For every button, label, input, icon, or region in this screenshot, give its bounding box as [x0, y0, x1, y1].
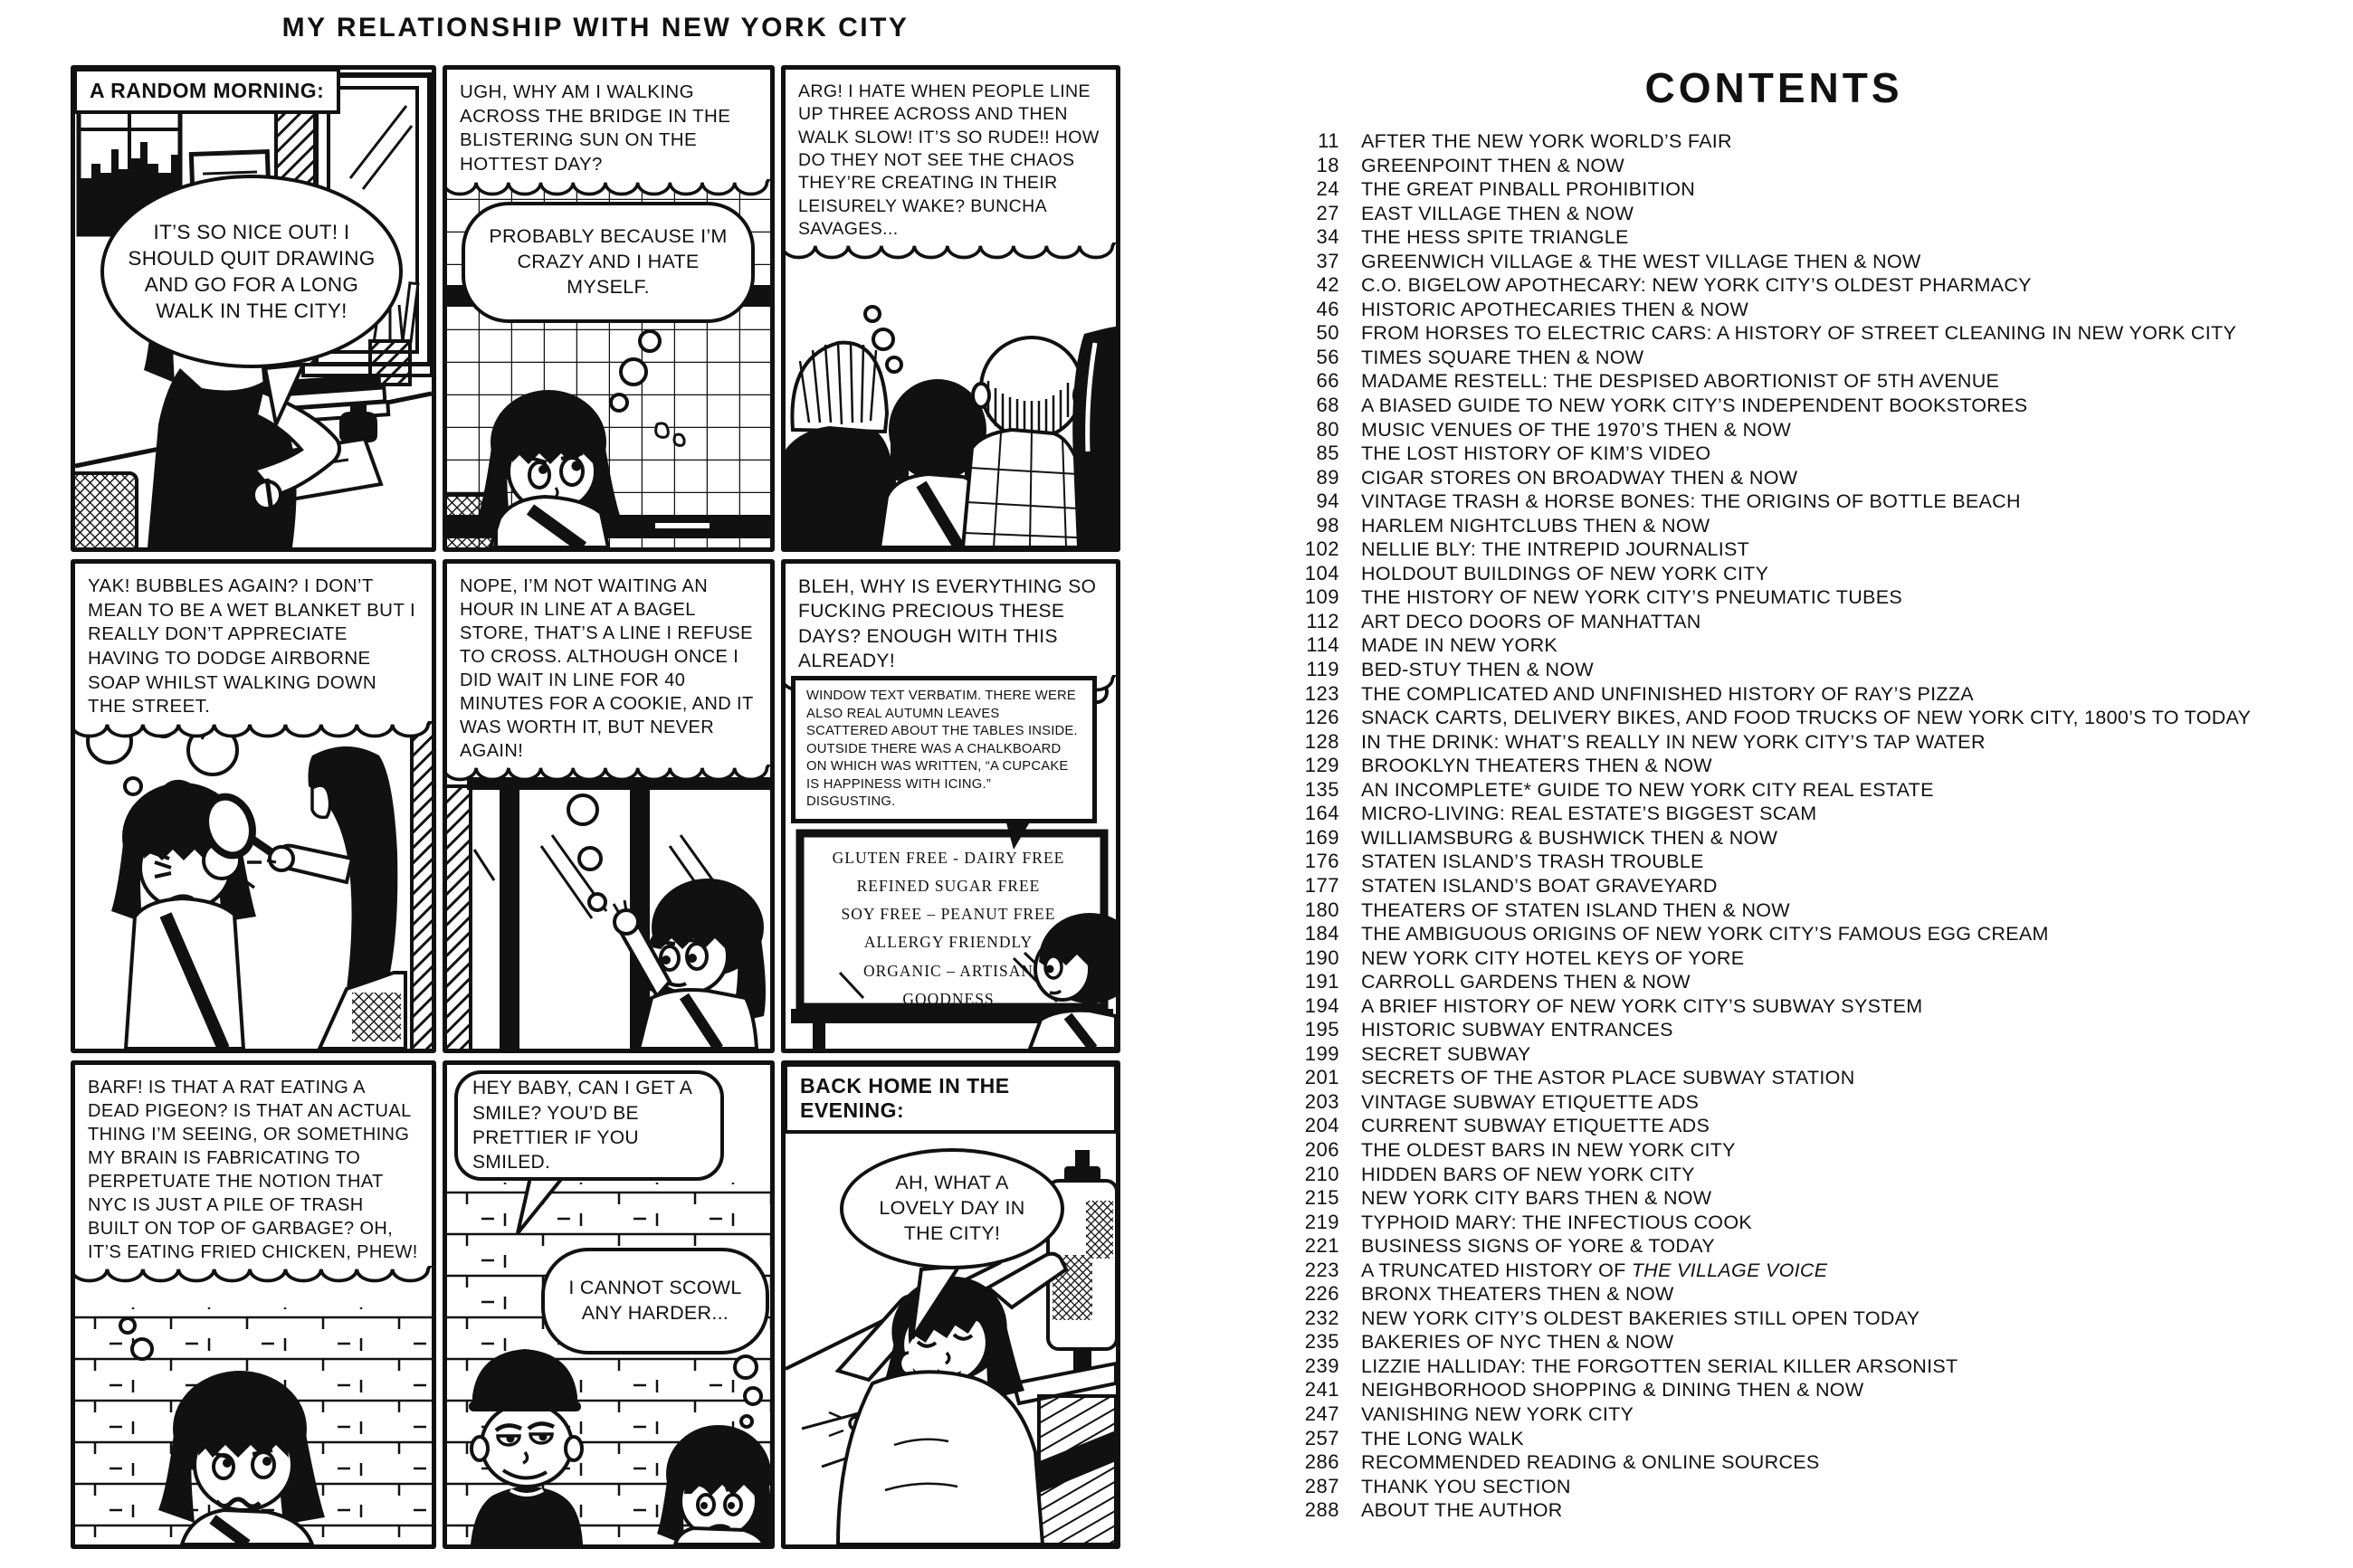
toc-title: SNACK CARTS, DELIVERY BIKES, AND FOOD TRUCKS OF NEW YORK CITY, 1800’S TO TODAY — [1361, 707, 2252, 729]
panel-9-speech-bubble: AH, WHAT A LOVELY DAY IN THE CITY! — [840, 1148, 1064, 1269]
toc-title: BUSINESS SIGNS OF YORE & TODAY — [1361, 1235, 1715, 1258]
toc-title: HISTORIC SUBWAY ENTRANCES — [1361, 1019, 1673, 1041]
comic-panel-8 — [443, 1060, 775, 1549]
panel-8-thought-bubble: I CANNOT SCOWL ANY HARDER... — [541, 1248, 769, 1354]
toc-page-number: 287 — [1304, 1474, 1339, 1497]
toc-row — [1267, 1163, 2308, 1187]
toc-page-number: 109 — [1304, 585, 1339, 609]
toc-title: THE LONG WALK — [1361, 1427, 1524, 1449]
contents-title: CONTENTS — [1644, 64, 1903, 111]
panel-9-caption: BACK HOME IN THE EVENING: — [784, 1063, 1118, 1134]
toc-page-number: 180 — [1304, 898, 1339, 921]
toc-title: THE HESS SPITE TRIANGLE — [1361, 226, 1629, 249]
toc-page-number: 210 — [1304, 1162, 1339, 1185]
window-line: SOY FREE – PEANUT FREE — [841, 905, 1056, 924]
toc-row — [1267, 489, 2308, 514]
toc-row — [1267, 1282, 2308, 1307]
toc-row — [1267, 562, 2308, 586]
toc-row — [1267, 1307, 2308, 1331]
toc-row — [1267, 298, 2308, 322]
toc-title: CARROLL GARDENS THEN & NOW — [1361, 971, 1691, 993]
toc-row — [1267, 730, 2308, 755]
toc-row — [1267, 1042, 2308, 1067]
panel-8-speech-bubble: HEY BABY, CAN I GET A SMILE? YOU’D BE PRETTIER IF YOU SMILED. — [454, 1070, 724, 1181]
cloud-edge — [786, 242, 1116, 262]
toc-page-number: 164 — [1304, 802, 1339, 825]
window-line: GOODNESS — [902, 989, 995, 1008]
toc-page-number: 221 — [1304, 1234, 1339, 1258]
toc-title: MICRO-LIVING: REAL ESTATE’S BIGGEST SCAM — [1361, 803, 1817, 825]
window-line: GLUTEN FREE - DAIRY FREE — [832, 849, 1065, 867]
comic-panel-5 — [443, 559, 775, 1053]
toc-title: TIMES SQUARE THEN & NOW — [1361, 346, 1644, 368]
toc-page-number: 219 — [1304, 1210, 1339, 1233]
toc-row — [1267, 369, 2308, 394]
toc-page-number: 128 — [1304, 729, 1339, 753]
toc-row — [1267, 826, 2308, 851]
toc-title: THE GREAT PINBALL PROHIBITION — [1361, 178, 1696, 201]
comic-panel-3 — [781, 65, 1120, 552]
toc-row — [1267, 1234, 2308, 1259]
toc-title: MUSIC VENUES OF THE 1970’S THEN & NOW — [1361, 418, 1792, 441]
toc-page-number: 98 — [1316, 513, 1339, 537]
toc-title: HIDDEN BARS OF NEW YORK CITY — [1361, 1163, 1695, 1185]
comic-panel-2 — [443, 65, 775, 552]
toc-row — [1267, 466, 2308, 490]
toc-page-number: 215 — [1304, 1186, 1339, 1210]
toc-title: THEATERS OF STATEN ISLAND THEN & NOW — [1361, 898, 1790, 921]
toc-row — [1267, 154, 2308, 178]
toc-row — [1267, 898, 2308, 923]
toc-title: C.O. BIGELOW APOTHECARY: NEW YORK CITY’S OLDEST PHARMACY — [1361, 274, 2032, 297]
toc-title: IN THE DRINK: WHAT’S REALLY IN NEW YORK CITY’S TAP WATER — [1361, 730, 1986, 753]
toc-page-number: 203 — [1304, 1089, 1339, 1113]
toc-row — [1267, 946, 2308, 971]
toc-row — [1267, 514, 2308, 538]
toc-title: FROM HORSES TO ELECTRIC CARS: A HISTORY OF STREET CLEANING IN NEW YORK CITY — [1361, 322, 2237, 345]
toc-title: A TRUNCATED HISTORY OF THE VILLAGE VOICE — [1361, 1259, 1828, 1281]
toc-page-number: 85 — [1316, 442, 1339, 465]
comic-title: MY RELATIONSHIP WITH NEW YORK CITY — [281, 13, 910, 43]
toc-page-number: 226 — [1304, 1282, 1339, 1306]
toc-title: WILLIAMSBURG & BUSHWICK THEN & NOW — [1361, 826, 1778, 849]
toc-title: BED-STUY THEN & NOW — [1361, 659, 1594, 681]
toc-page-number: 206 — [1304, 1137, 1339, 1161]
toc-page-number: 68 — [1316, 394, 1339, 417]
toc-page-number: 239 — [1304, 1354, 1339, 1377]
toc-row — [1267, 1450, 2308, 1475]
toc-page-number: 114 — [1306, 633, 1339, 657]
toc-title: AN INCOMPLETE* GUIDE TO NEW YORK CITY REAL ESTATE — [1361, 778, 1934, 801]
toc-row — [1267, 394, 2308, 418]
comic-panel-6 — [781, 559, 1120, 1053]
toc-title: VINTAGE TRASH & HORSE BONES: THE ORIGINS OF BOTTLE BEACH — [1361, 490, 2021, 513]
cloud-edge — [447, 765, 770, 784]
toc-title: SECRET SUBWAY — [1361, 1042, 1531, 1065]
toc-row — [1267, 418, 2308, 442]
toc-page-number: 24 — [1316, 177, 1339, 201]
toc-row — [1267, 346, 2308, 370]
toc-page-number: 191 — [1304, 970, 1339, 993]
toc-title: TYPHOID MARY: THE INFECTIOUS COOK — [1361, 1211, 1752, 1233]
toc-page-number: 135 — [1304, 777, 1339, 801]
panel-5-thought-caption: NOPE, I’M NOT WAITING AN HOUR IN LINE AT A BAGEL STORE, THAT’S A LINE I REFUSE TO CROSS. ALTHOUGH ONCE I DID WAIT IN LINE FOR 40 MINUTES FOR A COOKIE, AND IT WAS WORTH IT, BUT NEVER AGAIN! — [447, 564, 770, 784]
toc-page-number: 235 — [1304, 1330, 1339, 1354]
toc-title: A BIASED GUIDE TO NEW YORK CITY’S INDEPENDENT BOOKSTORES — [1361, 394, 2028, 417]
window-line: ORGANIC – ARTISAN — [862, 961, 1034, 980]
toc-row — [1267, 778, 2308, 803]
toc-page-number: 27 — [1316, 201, 1339, 224]
toc-row — [1267, 1402, 2308, 1427]
toc-page-number: 34 — [1316, 225, 1339, 249]
comic-panel-1 — [71, 65, 436, 552]
toc-page-number: 123 — [1304, 681, 1339, 705]
toc-row — [1267, 1138, 2308, 1163]
toc-page-number: 177 — [1304, 873, 1339, 897]
toc-page-number: 176 — [1304, 850, 1339, 873]
toc-title: VINTAGE SUBWAY ETIQUETTE ADS — [1361, 1090, 1700, 1113]
toc-row — [1267, 1090, 2308, 1115]
toc-page-number: 18 — [1316, 153, 1339, 176]
toc-row — [1267, 1330, 2308, 1354]
toc-title: CURRENT SUBWAY ETIQUETTE ADS — [1361, 1115, 1710, 1137]
panel-9-illustration — [786, 1065, 1116, 1544]
toc-page-number: 247 — [1304, 1402, 1339, 1425]
toc-title: EAST VILLAGE THEN & NOW — [1361, 202, 1634, 224]
toc-title: SECRETS OF THE ASTOR PLACE SUBWAY STATION — [1361, 1067, 1855, 1089]
toc-title: NEW YORK CITY BARS THEN & NOW — [1361, 1187, 1712, 1210]
panel-3-thought-caption: ARG! I HATE WHEN PEOPLE LINE UP THREE ACROSS AND THEN WALK SLOW! IT’S SO RUDE!! HOW DO THEY NOT SEE THE CHAOS THEY’RE CREATING IN THEIR LEISURELY WAKE? BUNCHA SAVAGES... — [786, 70, 1116, 262]
panel-4-thought-caption: YAK! BUBBLES AGAIN? I DON’T MEAN TO BE A WET BLANKET BUT I REALLY DON’T APPRECIATE HAVING TO DODGE AIRBORNE SOAP WHILST WALKING DOWN THE STREET. — [75, 564, 432, 741]
toc-title: ABOUT THE AUTHOR — [1361, 1499, 1563, 1522]
toc-row — [1267, 1186, 2308, 1211]
toc-page-number: 46 — [1316, 297, 1339, 320]
toc-row — [1267, 1427, 2308, 1451]
toc-row — [1267, 706, 2308, 730]
toc-page-number: 241 — [1304, 1378, 1339, 1402]
comic-panel-9 — [781, 1060, 1120, 1549]
toc-page-number: 194 — [1304, 993, 1339, 1017]
toc-page-number: 126 — [1304, 706, 1339, 729]
toc-page-number: 169 — [1304, 825, 1339, 849]
toc-title: VANISHING NEW YORK CITY — [1361, 1402, 1634, 1425]
toc-title: AFTER THE NEW YORK WORLD’S FAIR — [1361, 130, 1732, 152]
toc-title: HISTORIC APOTHECARIES THEN & NOW — [1361, 298, 1749, 320]
cloud-edge — [75, 1266, 432, 1286]
toc-page-number: 190 — [1304, 946, 1339, 969]
toc-row — [1267, 970, 2308, 994]
toc-row — [1267, 1378, 2308, 1402]
toc-row — [1267, 754, 2308, 778]
toc-title: NEW YORK CITY HOTEL KEYS OF YORE — [1361, 946, 1745, 969]
toc-page-number: 223 — [1304, 1258, 1339, 1281]
toc-row — [1267, 585, 2308, 610]
panel-7-thought-caption: BARF! IS THAT A RAT EATING A DEAD PIGEON? IS THAT AN ACTUAL THING I’M SEEING, OR SOMETHING MY BRAIN IS FABRICATING TO PERPETUATE THE NOTION THAT NYC IS JUST A PILE OF TRASH BUILT ON TOP OF GARBAGE? OH, IT’S EATING FRIED CHICKEN, PHEW! — [75, 1065, 432, 1286]
window-line: ALLERGY FRIENDLY — [863, 933, 1034, 952]
toc-title: THE COMPLICATED AND UNFINISHED HISTORY OF RAY’S PIZZA — [1361, 682, 1974, 705]
toc-row — [1267, 922, 2308, 946]
toc-row — [1267, 202, 2308, 226]
toc-row — [1267, 273, 2308, 298]
panel-6-window-text — [813, 844, 1084, 1013]
toc-page-number: 104 — [1304, 561, 1339, 584]
toc-page-number: 257 — [1304, 1426, 1339, 1449]
toc-title: RECOMMENDED READING & ONLINE SOURCES — [1361, 1451, 1820, 1474]
toc-row — [1267, 442, 2308, 466]
comic-panel-7 — [71, 1060, 436, 1549]
toc-row — [1267, 802, 2308, 826]
toc-page-number: 288 — [1304, 1498, 1339, 1522]
toc-title: CIGAR STORES ON BROADWAY THEN & NOW — [1361, 466, 1798, 489]
toc-row — [1267, 1018, 2308, 1042]
toc-page-number: 102 — [1304, 537, 1339, 561]
toc-title: THE AMBIGUOUS ORIGINS OF NEW YORK CITY’S FAMOUS EGG CREAM — [1361, 923, 2049, 946]
toc-row — [1267, 225, 2308, 250]
toc-title: GREENWICH VILLAGE & THE WEST VILLAGE THEN & NOW — [1361, 250, 1921, 272]
toc-title: THANK YOU SECTION — [1361, 1475, 1571, 1497]
toc-title: BAKERIES OF NYC THEN & NOW — [1361, 1331, 1674, 1354]
toc-page-number: 56 — [1316, 345, 1339, 368]
comic-panel-4 — [71, 559, 436, 1053]
toc-title: STATEN ISLAND’S BOAT GRAVEYARD — [1361, 874, 1718, 897]
toc-title: THE OLDEST BARS IN NEW YORK CITY — [1361, 1138, 1736, 1161]
toc-page-number: 11 — [1318, 129, 1339, 152]
toc-title: A BRIEF HISTORY OF NEW YORK CITY’S SUBWAY SYSTEM — [1361, 994, 1923, 1017]
toc-title: ART DECO DOORS OF MANHATTAN — [1361, 610, 1701, 632]
toc-page-number: 286 — [1304, 1450, 1339, 1474]
toc-row — [1267, 1475, 2308, 1499]
toc-page-number: 112 — [1306, 609, 1339, 632]
toc-title: NEIGHBORHOOD SHOPPING & DINING THEN & NOW — [1361, 1379, 1864, 1402]
toc-title: LIZZIE HALLIDAY: THE FORGOTTEN SERIAL KILLER ARSONIST — [1361, 1354, 1958, 1377]
toc-page-number: 89 — [1316, 465, 1339, 489]
toc-page-number: 195 — [1304, 1018, 1339, 1041]
toc-title: STATEN ISLAND’S TRASH TROUBLE — [1361, 851, 1704, 873]
toc-row — [1267, 610, 2308, 634]
toc-title: THE HISTORY OF NEW YORK CITY’S PNEUMATIC TUBES — [1361, 586, 1902, 609]
panel-1-caption: A RANDOM MORNING: — [73, 68, 340, 114]
panel-6-thought-caption: BLEH, WHY IS EVERYTHING SO FUCKING PRECIOUS THESE DAYS? ENOUGH WITH THIS ALREADY! — [786, 564, 1116, 695]
panel-6-verbatim-note: WINDOW TEXT VERBATIM. THERE WERE ALSO REAL AUTUMN LEAVES SCATTERED ABOUT THE TABLES INSIDE. OUTSIDE THERE WAS A CHALKBOARD ON WHICH WAS WRITTEN, “A CUPCAKE IS HAPPINESS WITH ICING.” DISGUSTING. — [791, 676, 1097, 823]
toc-row — [1267, 177, 2308, 202]
toc-row — [1267, 1066, 2308, 1090]
toc-row — [1267, 658, 2308, 682]
window-line: REFINED SUGAR FREE — [856, 877, 1041, 896]
toc-page-number: 66 — [1316, 369, 1339, 393]
toc-row — [1267, 874, 2308, 898]
toc-title: MADE IN NEW YORK — [1361, 634, 1558, 657]
toc-row — [1267, 850, 2308, 874]
toc-row — [1267, 250, 2308, 274]
toc-title: MADAME RESTELL: THE DESPISED ABORTIONIST OF 5TH AVENUE — [1361, 370, 2000, 393]
contents-list — [1267, 129, 2308, 1523]
toc-title: BRONX THEATERS THEN & NOW — [1361, 1283, 1674, 1306]
toc-page-number: 37 — [1316, 249, 1339, 272]
toc-row — [1267, 1114, 2308, 1138]
panel-2-thought-caption: UGH, WHY AM I WALKING ACROSS THE BRIDGE IN THE BLISTERING SUN ON THE HOTTEST DAY? — [447, 70, 770, 199]
toc-title: NELLIE BLY: THE INTREPID JOURNALIST — [1361, 538, 1750, 561]
toc-page-number: 129 — [1304, 754, 1339, 777]
cloud-edge — [447, 179, 770, 199]
panel-2-thought-bubble: PROBABLY BECAUSE I’M CRAZY AND I HATE MYSELF. — [462, 202, 755, 323]
toc-title: NEW YORK CITY’S OLDEST BAKERIES STILL OPEN TODAY — [1361, 1307, 1920, 1329]
toc-row — [1267, 1354, 2308, 1379]
toc-page-number: 50 — [1316, 321, 1339, 345]
toc-title: HOLDOUT BUILDINGS OF NEW YORK CITY — [1361, 562, 1769, 584]
toc-row — [1267, 994, 2308, 1019]
toc-row — [1267, 537, 2308, 562]
toc-page-number: 232 — [1304, 1306, 1339, 1329]
toc-title: HARLEM NIGHTCLUBS THEN & NOW — [1361, 514, 1710, 537]
toc-row — [1267, 1259, 2308, 1283]
toc-page-number: 119 — [1306, 658, 1339, 681]
toc-page-number: 80 — [1316, 417, 1339, 441]
toc-row — [1267, 321, 2308, 346]
cloud-edge — [75, 721, 432, 741]
toc-page-number: 201 — [1304, 1066, 1339, 1089]
toc-page-number: 184 — [1304, 922, 1339, 946]
panel-1-speech-bubble: IT’S SO NICE OUT! I SHOULD QUIT DRAWING AND GO FOR A LONG WALK IN THE CITY! — [100, 175, 403, 368]
toc-title: THE LOST HISTORY OF KIM’S VIDEO — [1361, 442, 1711, 465]
toc-title: GREENPOINT THEN & NOW — [1361, 154, 1625, 176]
toc-page-number: 94 — [1316, 489, 1339, 513]
toc-row — [1267, 129, 2308, 154]
toc-title: BROOKLYN THEATERS THEN & NOW — [1361, 755, 1712, 777]
toc-page-number: 199 — [1304, 1041, 1339, 1065]
toc-row — [1267, 1211, 2308, 1235]
toc-row — [1267, 682, 2308, 707]
toc-page-number: 42 — [1316, 273, 1339, 297]
toc-row — [1267, 1498, 2308, 1523]
toc-row — [1267, 633, 2308, 658]
toc-page-number: 204 — [1304, 1114, 1339, 1137]
